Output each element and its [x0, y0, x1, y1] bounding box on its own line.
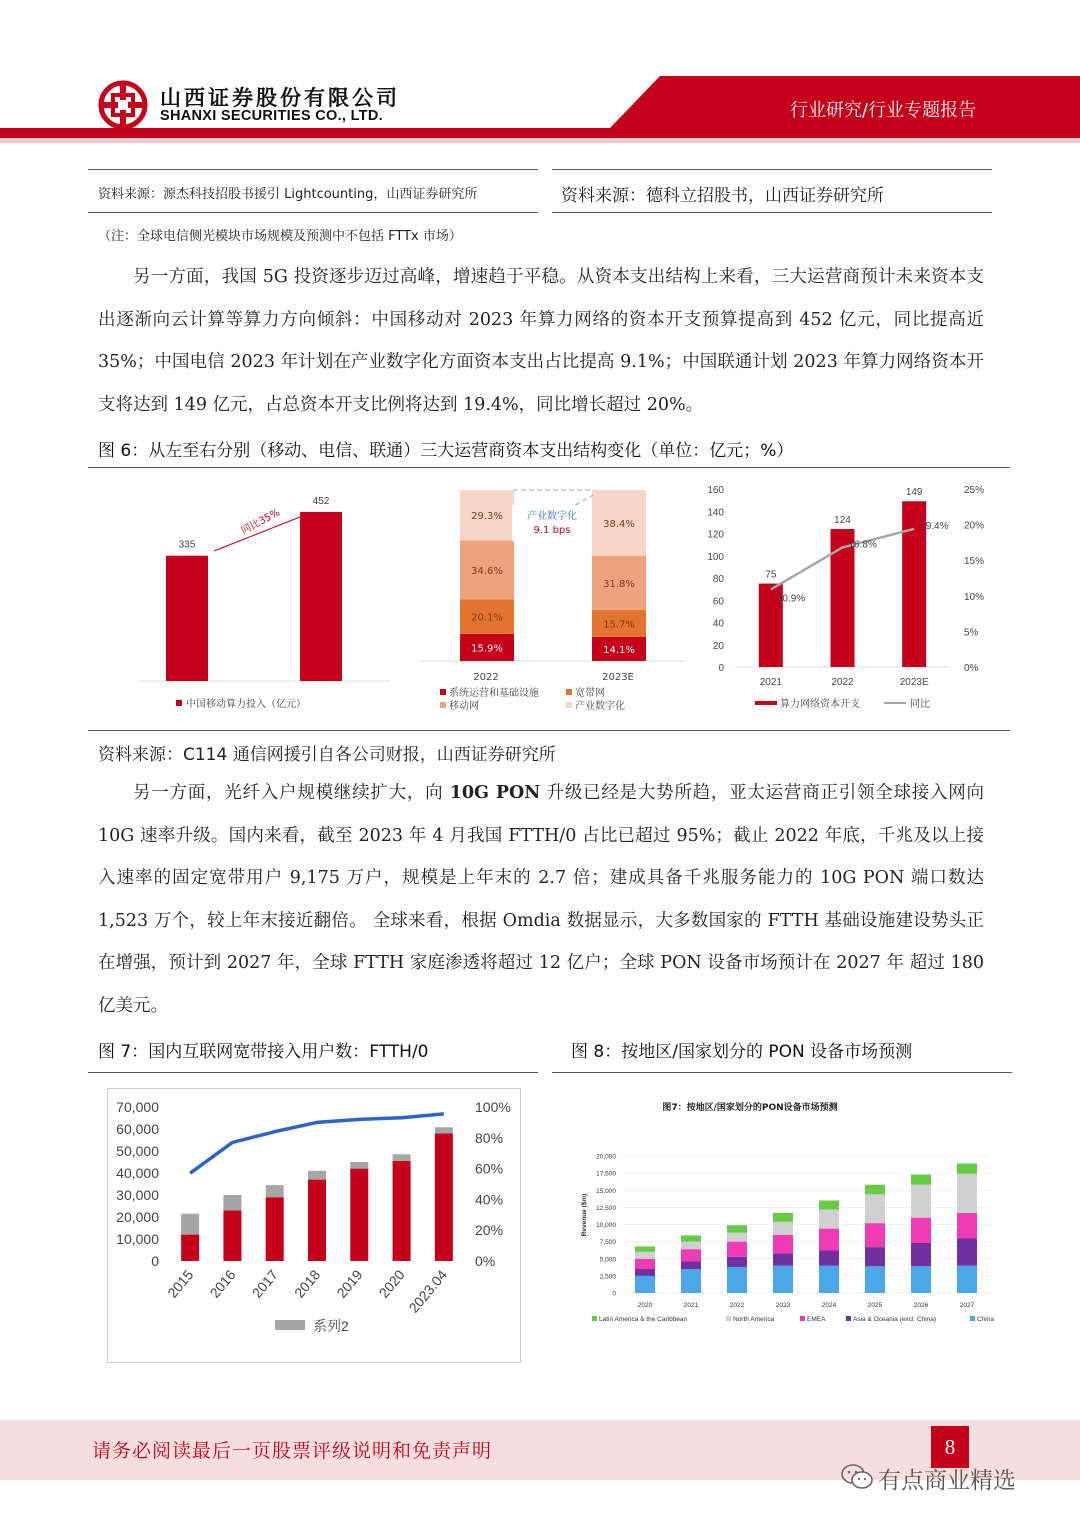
y-tick: 0 [718, 663, 724, 674]
y-tick: 15,000 [596, 1187, 616, 1195]
bar-segment [435, 1127, 453, 1133]
bar-segment [635, 1252, 655, 1259]
bar-segment [819, 1209, 839, 1228]
x-tick: 2020 [375, 1266, 408, 1301]
legend-label: 系列2 [313, 1318, 349, 1334]
y2-tick: 60% [475, 1160, 504, 1177]
axis-label: 2022 [473, 672, 499, 683]
source-note-fig6: 资料来源：C114 通信网援引自各公司财报，山西证券研究所 [98, 745, 556, 765]
chart-annotation: 同比35% [239, 507, 282, 537]
legend-label: China [977, 1316, 994, 1323]
y-tick: 0 [151, 1253, 159, 1269]
figure-8-title: 图 8：按地区/国家划分的 PON 设备市场预测 [571, 1042, 913, 1062]
data-label: 452 [312, 495, 330, 507]
watermark: 有点商业精选 [878, 1468, 1016, 1494]
data-label: 335 [178, 539, 196, 551]
paragraph-text: 另一方面，光纤入户规模继续扩大，向 10G PON 升级已经是大势所趋，亚太运营商正引领全球接入网向 10G 速率升级。国内来看，截至 2023 年 4 月我国 FTTH/0 占比已超过 95%；截止 2022 年底，千兆及以上接入速率的固定宽带用户 9,175 万户，规模是上年末的 2.7 倍；建成具备千兆服务能力的 10G PON 端口数达 1,523 万个，较上年末接近翻倍。 全球来看，根据 Omdia 数据显示，大多数国家的 FTTH 基础设施建设势头正在增强，预计到 2027 年，全球 FTTH 家庭渗透将超过 12 亿户；全球 PON 设备市场预计在 2027 年 超过 180 亿美元。 [98, 783, 985, 1016]
bar-segment [308, 1171, 326, 1180]
source-note-right: 资料来源：德科立招股书，山西证券研究所 [561, 186, 884, 206]
divider [88, 730, 1010, 731]
disclaimer-link[interactable]: 请务必阅读最后一页股票评级说明和免责声明 [92, 1440, 493, 1462]
x-tick: 2027 [959, 1302, 975, 1309]
x-tick: 2026 [913, 1302, 929, 1309]
legend-label: North America [733, 1316, 775, 1323]
bar-segment [819, 1266, 839, 1293]
legend-label: 中国移动算力投入（亿元） [186, 699, 306, 710]
x-tick: 2023.04 [405, 1266, 451, 1316]
annotation-value: 9.1 bps [533, 525, 571, 536]
bar-segment [957, 1238, 977, 1265]
y-tick: 60 [712, 596, 724, 608]
bar-segment [819, 1201, 839, 1210]
y-tick: 70,000 [116, 1099, 159, 1115]
x-tick: 2018 [291, 1266, 324, 1301]
divider [88, 1072, 538, 1073]
data-label: 29.3% [471, 511, 503, 523]
line-label: 10.9% [776, 593, 806, 605]
bar-segment [911, 1243, 931, 1266]
chart-unicom [700, 475, 1000, 720]
data-label: 31.8% [603, 578, 635, 590]
y-tick: 40 [712, 618, 724, 630]
axis-title: Revenue ($m) [581, 1193, 588, 1237]
y-tick: 10,000 [596, 1222, 616, 1229]
data-label: 15.7% [603, 619, 635, 631]
chart-pon [560, 1085, 1010, 1363]
legend-label: 同比 [910, 699, 930, 710]
bar-segment [181, 1235, 199, 1261]
chart-mobile [140, 475, 390, 725]
y2-tick: 80% [475, 1129, 504, 1146]
data-label: 14.1% [603, 644, 635, 656]
divider [552, 212, 992, 213]
bar-segment [773, 1222, 793, 1235]
y2-tick: 20% [964, 520, 985, 532]
chart-telecom [418, 475, 688, 720]
bar-segment [681, 1269, 701, 1293]
x-tick: 2016 [206, 1266, 239, 1301]
page-header [0, 0, 1080, 150]
figure-7-title: 图 7：国内互联网宽带接入用户数：FTTH/0 [98, 1042, 429, 1062]
y2-tick: 10% [964, 591, 985, 603]
data-label: 38.4% [603, 518, 635, 530]
data-label: 20.1% [471, 612, 503, 624]
paragraph-pon [98, 772, 984, 1027]
bar-segment [681, 1261, 701, 1269]
legend-label: 宽带网 [575, 688, 605, 699]
bar-segment [181, 1214, 199, 1235]
wechat-icon [840, 1462, 874, 1492]
legend-swatch [800, 1316, 805, 1321]
divider [88, 212, 538, 213]
report-type: 行业研究/行业专题报告 [790, 100, 977, 121]
bar-segment [911, 1174, 931, 1184]
bar-segment [681, 1242, 701, 1250]
legend-label: Asia & Oceania (excl. China) [853, 1316, 937, 1323]
bar-segment [393, 1161, 411, 1261]
bar-mobile [300, 512, 342, 681]
bar-segment [865, 1247, 885, 1266]
bar-segment [223, 1195, 241, 1210]
legend-swatch [846, 1316, 851, 1321]
y2-tick: 15% [964, 556, 985, 568]
x-tick: 2015 [164, 1266, 197, 1301]
bar-segment [773, 1253, 793, 1265]
footnote: （注：全球电信侧光模块市场规模及预测中不包括 FTTx 市场） [98, 229, 462, 244]
y2-tick: 100% [475, 1099, 511, 1115]
y-tick: 7,500 [599, 1239, 616, 1247]
chart-ftth [107, 1088, 521, 1363]
bar-segment [266, 1197, 284, 1261]
line-label: 19.4% [920, 520, 949, 532]
bar-segment [308, 1180, 326, 1261]
y2-tick: 25% [964, 485, 985, 496]
bar-segment [865, 1266, 885, 1293]
bar-segment [911, 1266, 931, 1293]
x-tick: 2021 [683, 1302, 699, 1309]
y2-tick: 5% [964, 627, 979, 639]
legend-label: 系统运营和基础设施 [449, 688, 539, 699]
bar-segment [773, 1213, 793, 1222]
x-tick: 2017 [248, 1266, 282, 1301]
y2-tick: 0% [964, 663, 979, 674]
bar-segment [911, 1185, 931, 1218]
bar-segment [727, 1242, 747, 1257]
y-tick: 140 [707, 507, 724, 519]
y-tick: 60,000 [116, 1121, 159, 1137]
legend-label: 算力网络资本开支 [780, 699, 860, 710]
y-tick: 5,000 [599, 1256, 616, 1264]
y-tick: 20,000 [116, 1209, 159, 1225]
bar-segment [957, 1164, 977, 1174]
y-tick: 10,000 [116, 1231, 159, 1247]
bar-segment [773, 1266, 793, 1293]
y-tick: 12,500 [596, 1204, 616, 1212]
legend-label: 产业数字化 [575, 701, 625, 712]
legend-swatch [176, 700, 182, 706]
x-tick: 2025 [867, 1302, 883, 1309]
x-tick: 2023 [775, 1302, 791, 1309]
data-label: 75 [765, 569, 777, 581]
bar-segment [635, 1269, 655, 1276]
y-tick: 2,500 [599, 1273, 616, 1281]
bar-segment [911, 1218, 931, 1243]
y-tick: 160 [707, 485, 724, 496]
bar-segment [350, 1162, 368, 1169]
bar-mobile [166, 556, 208, 681]
source-note-left: 资料来源：源杰科技招股书援引 Lightcounting，山西证券研究所 [98, 187, 478, 202]
x-tick: 2022 [831, 677, 854, 688]
bar-segment [865, 1223, 885, 1247]
bar-segment [223, 1210, 241, 1261]
line-label: 16.8% [848, 539, 877, 551]
bar-segment [393, 1154, 411, 1161]
bold-term: 10G PON [449, 783, 541, 803]
bar-segment [727, 1257, 747, 1267]
legend-label: Latin America & the Caribbean [599, 1316, 688, 1323]
legend-label: EMEA [807, 1316, 826, 1323]
y-tick: 80 [712, 574, 724, 585]
axis-label: 2023E [602, 672, 634, 683]
bar-segment [727, 1267, 747, 1293]
y2-tick: 0% [475, 1253, 496, 1269]
header-band [0, 0, 1080, 150]
annotation-title: 产业数字化 [527, 511, 577, 522]
y-tick: 120 [707, 529, 724, 541]
x-tick: 2022 [729, 1302, 745, 1309]
bar-segment [435, 1133, 453, 1261]
y-tick: 20,000 [596, 1153, 616, 1161]
bar-segment [773, 1235, 793, 1253]
bar-segment [957, 1174, 977, 1213]
bar-segment [727, 1225, 747, 1233]
bar-segment [727, 1233, 747, 1242]
y2-tick: 40% [475, 1191, 504, 1208]
x-tick: 2020 [637, 1302, 653, 1309]
bar-segment [635, 1246, 655, 1251]
bar-segment [957, 1213, 977, 1238]
company-name-en: SHANXI SECURITIES CO., LTD. [160, 108, 383, 124]
paragraph-text: 另一方面，我国 5G 投资逐步迈过高峰，增速趋于平稳。从资本支出结构上来看，三大运营商预计未来资本支出逐渐向云计算等算力方向倾斜：中国移动对 2023 年算力网络的资本开支预算提高到 452 亿元，同比提高近 35%；中国电信 2023 年计划在产业数字化方面资本支出占比提高 9.1%；中国联通计划 2023 年算力网络资本开支将达到 149 亿元，占总资本开支比例将达到 19.4%，同比增长超过 20%。 [98, 267, 984, 415]
bar-segment [635, 1259, 655, 1269]
bar-segment [819, 1251, 839, 1266]
y2-tick: 20% [475, 1222, 504, 1239]
x-tick: 2019 [333, 1266, 366, 1301]
company-name-cn: 山西证券股份有限公司 [160, 86, 400, 110]
x-tick: 2023E [899, 677, 929, 688]
page-number: 8 [931, 1426, 969, 1468]
figure-6-title: 图 6：从左至右分别（移动、电信、联通）三大运营商资本支出结构变化（单位：亿元；%） [98, 441, 794, 461]
divider [552, 169, 992, 170]
data-label: 149 [905, 487, 923, 499]
data-label: 124 [834, 515, 851, 527]
y-tick: 50,000 [116, 1143, 159, 1159]
bar-segment [957, 1266, 977, 1293]
legend-swatch [726, 1316, 731, 1321]
data-label: 15.9% [471, 643, 503, 655]
divider [552, 1072, 1012, 1073]
y-tick: 20 [712, 640, 724, 652]
y-tick: 40,000 [116, 1165, 159, 1181]
bar-segment [266, 1185, 284, 1197]
divider [88, 467, 1010, 468]
y-tick: 30,000 [116, 1187, 159, 1203]
bar-segment [819, 1229, 839, 1251]
bar-segment [681, 1235, 701, 1241]
bar-segment [681, 1249, 701, 1261]
company-logo-icon [98, 80, 148, 130]
x-tick: 2021 [759, 677, 782, 688]
bar-segment [865, 1185, 885, 1195]
chart-title: 图7：按地区/国家划分的PON设备市场预测 [662, 1103, 838, 1113]
legend-swatch [592, 1316, 597, 1321]
y-tick: 17,500 [596, 1170, 616, 1178]
bar-segment [865, 1194, 885, 1223]
x-tick: 2024 [821, 1302, 837, 1309]
bar-segment [635, 1276, 655, 1293]
y-tick: 100 [707, 551, 724, 563]
y-tick: 0 [612, 1290, 616, 1298]
bar-segment [350, 1169, 368, 1261]
divider [88, 169, 538, 170]
legend-swatch [970, 1316, 975, 1321]
paragraph-capex [98, 256, 984, 426]
legend-label: 移动网 [449, 701, 479, 712]
data-label: 34.6% [471, 565, 503, 577]
